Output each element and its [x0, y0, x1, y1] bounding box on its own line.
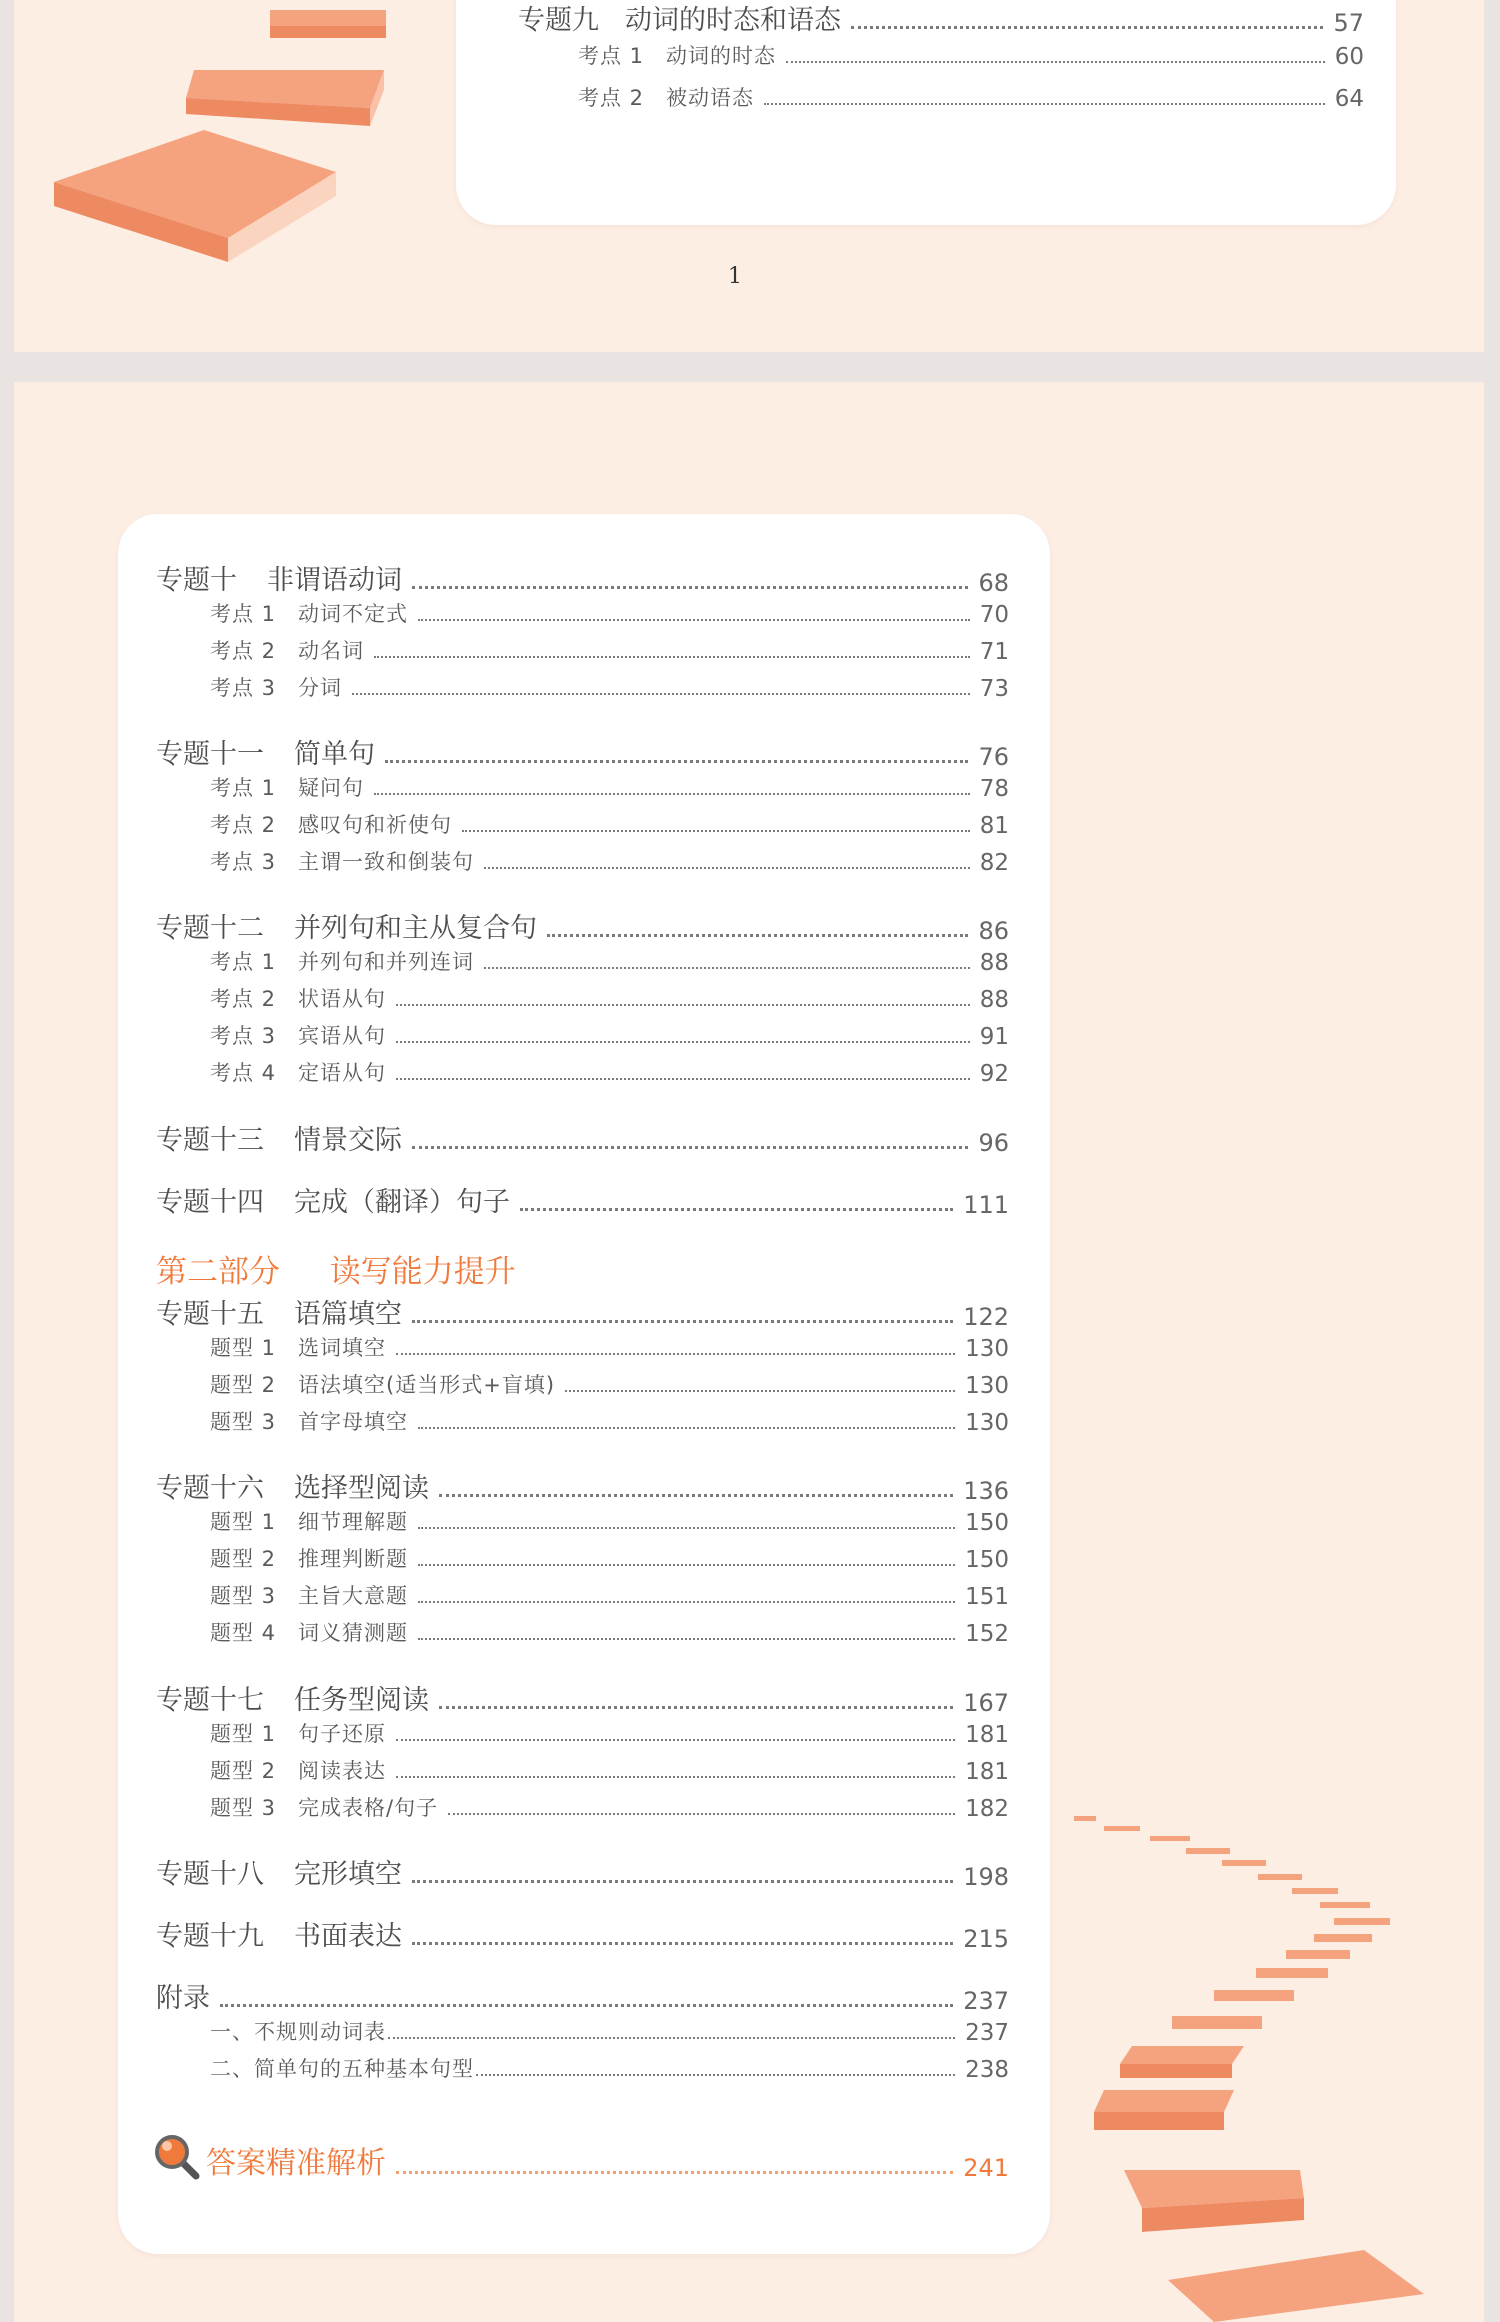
toc-item-row[interactable] — [210, 1369, 1009, 1399]
dot-leader — [396, 2171, 953, 2174]
item-title: 阅读表达 — [298, 1759, 387, 1783]
page-ref: 136 — [963, 1477, 1009, 1505]
topic-label: 专题十二 — [156, 913, 264, 944]
topic-label: 专题十一 — [156, 739, 264, 770]
item-label: 题型 3 — [210, 1796, 277, 1820]
item-label: 考点 3 — [210, 676, 277, 700]
dot-leader — [396, 1004, 970, 1006]
dot-leader — [418, 1427, 955, 1429]
page-ref: 82 — [979, 850, 1009, 876]
page-ref: 130 — [965, 1410, 1009, 1436]
page-ref: 76 — [978, 743, 1009, 771]
page-ref: 96 — [978, 1129, 1009, 1157]
dot-leader — [374, 793, 970, 795]
topic-title: 完成（翻译）句子 — [294, 1187, 510, 1218]
page-ref: 237 — [963, 1987, 1009, 2015]
item-title: 定语从句 — [298, 1061, 387, 1085]
item-title: 宾语从句 — [298, 1024, 387, 1048]
toc-item-row[interactable] — [210, 672, 1009, 702]
toc-item-row[interactable] — [210, 1755, 1009, 1785]
page-ref: 71 — [979, 639, 1009, 665]
item-label: 考点 2 — [210, 987, 277, 1011]
item-label: 题型 4 — [210, 1621, 277, 1645]
toc-item-row[interactable] — [210, 1406, 1009, 1436]
toc-topic-row[interactable] — [156, 1852, 1009, 1891]
page-ref: 88 — [979, 987, 1009, 1013]
topic-label: 专题十五 — [156, 1299, 264, 1330]
dot-leader — [396, 1776, 955, 1778]
page-ref: 151 — [965, 1584, 1009, 1610]
item-title: 并列句和并列连词 — [298, 950, 475, 974]
dot-leader — [786, 61, 1325, 63]
topic-title: 非谓语动词 — [267, 565, 402, 596]
dot-leader — [396, 1739, 955, 1741]
dot-leader — [352, 693, 970, 695]
item-title: 首字母填空 — [298, 1410, 409, 1434]
toc-card — [456, 0, 1396, 225]
dot-leader — [418, 1527, 955, 1529]
topic-title: 简单句 — [294, 739, 375, 770]
item-title: 动词不定式 — [298, 602, 409, 626]
page-ref: 68 — [978, 569, 1009, 597]
dot-leader — [484, 967, 970, 969]
answers-label: 答案精准解析 — [206, 2146, 386, 2181]
dot-leader — [476, 2074, 955, 2076]
dot-leader — [396, 1353, 955, 1355]
item-label: 考点 1 — [210, 602, 277, 626]
item-label: 题型 2 — [210, 1759, 277, 1783]
toc-topic-row[interactable] — [156, 1180, 1009, 1219]
topic-label: 专题十四 — [156, 1187, 264, 1218]
item-title: 语法填空(适当形式+盲填) — [298, 1373, 556, 1397]
item-title: 完成表格/句子 — [298, 1796, 439, 1820]
page-ref: 64 — [1334, 86, 1364, 112]
topic-title: 完形填空 — [294, 1859, 402, 1890]
toc-topic-row[interactable] — [518, 0, 1364, 37]
page-ref: 215 — [963, 1925, 1009, 1953]
item-label: 考点 3 — [210, 1024, 277, 1048]
page-ref: 241 — [963, 2154, 1009, 2182]
toc-topic-row[interactable] — [156, 558, 1009, 597]
toc-item-row[interactable] — [210, 1543, 1009, 1573]
item-title: 动名词 — [298, 639, 365, 663]
item-title: 二、简单句的五种基本句型 — [210, 2057, 474, 2081]
page-ref: 78 — [979, 776, 1009, 802]
dot-leader — [412, 1880, 953, 1883]
page-ref: 122 — [963, 1303, 1009, 1331]
item-label: 题型 1 — [210, 1722, 277, 1746]
dot-leader — [764, 103, 1325, 105]
topic-label: 专题十七 — [156, 1685, 264, 1716]
toc-item-row[interactable] — [210, 2053, 1009, 2083]
toc-page-2 — [14, 382, 1484, 2322]
page-ref: 182 — [965, 1796, 1009, 1822]
page-ref: 198 — [963, 1863, 1009, 1891]
dot-leader — [220, 2004, 953, 2007]
page-ref: 238 — [965, 2057, 1009, 2083]
item-title: 推理判断题 — [298, 1547, 409, 1571]
toc-card — [118, 514, 1050, 2254]
item-title: 词义猜测题 — [298, 1621, 409, 1645]
item-title: 被动语态 — [666, 86, 755, 110]
topic-title: 动词的时态和语态 — [625, 5, 841, 36]
topic-label: 专题十 — [156, 565, 237, 596]
toc-item-row[interactable] — [578, 40, 1364, 70]
dot-leader — [448, 1813, 955, 1815]
page-ref: 88 — [979, 950, 1009, 976]
item-label: 题型 3 — [210, 1584, 277, 1608]
toc-item-row[interactable] — [210, 1580, 1009, 1610]
dot-leader — [439, 1494, 953, 1497]
magnifier-icon — [152, 2132, 202, 2182]
dot-leader — [385, 760, 968, 763]
toc-item-row[interactable] — [210, 1506, 1009, 1536]
page-ref: 150 — [965, 1547, 1009, 1573]
toc-item-row[interactable] — [210, 1718, 1009, 1748]
toc-item-row[interactable] — [578, 82, 1364, 112]
page-ref: 70 — [979, 602, 1009, 628]
item-title: 状语从句 — [298, 987, 387, 1011]
dot-leader — [374, 656, 970, 658]
item-title: 感叹句和祈使句 — [298, 813, 453, 837]
item-label: 考点 1 — [578, 44, 645, 68]
topic-label: 专题九 — [518, 5, 599, 36]
toc-answers-row[interactable] — [152, 2132, 1009, 2182]
item-title: 疑问句 — [298, 776, 365, 800]
item-title: 动词的时态 — [666, 44, 777, 68]
page-ref: 57 — [1333, 9, 1364, 37]
item-label: 考点 2 — [210, 639, 277, 663]
toc-item-row[interactable] — [210, 1792, 1009, 1822]
toc-item-row[interactable] — [210, 1057, 1009, 1087]
toc-topic-row[interactable] — [156, 906, 1009, 945]
toc-item-row[interactable] — [210, 946, 1009, 976]
item-title: 主谓一致和倒装句 — [298, 850, 475, 874]
topic-label: 专题十八 — [156, 1859, 264, 1890]
dot-leader — [412, 1320, 953, 1323]
toc-topic-row[interactable] — [156, 1292, 1009, 1331]
dot-leader — [388, 2037, 955, 2039]
section-name: 读写能力提升 — [329, 1254, 516, 1290]
topic-label: 专题十九 — [156, 1921, 264, 1952]
item-title: 主旨大意题 — [298, 1584, 409, 1608]
toc-item-row[interactable] — [210, 1617, 1009, 1647]
dot-leader — [547, 934, 968, 937]
section-label: 第二部分 — [156, 1254, 280, 1290]
page-number: 1 — [728, 264, 742, 289]
dot-leader — [851, 26, 1323, 29]
page-ref: 181 — [965, 1722, 1009, 1748]
toc-item-row[interactable] — [210, 772, 1009, 802]
staircase-decoration — [1064, 1802, 1484, 2322]
dot-leader — [412, 1942, 953, 1945]
toc-item-row[interactable] — [210, 983, 1009, 1013]
topic-title: 选择型阅读 — [294, 1473, 429, 1504]
toc-topic-row[interactable] — [156, 1466, 1009, 1505]
dot-leader — [565, 1390, 955, 1392]
item-label: 考点 4 — [210, 1061, 277, 1085]
page-ref: 92 — [979, 1061, 1009, 1087]
toc-item-row[interactable] — [210, 846, 1009, 876]
topic-label: 专题十三 — [156, 1125, 264, 1156]
topic-title: 语篇填空 — [294, 1299, 402, 1330]
toc-topic-row[interactable] — [156, 732, 1009, 771]
dot-leader — [412, 1146, 968, 1149]
page-ref: 130 — [965, 1373, 1009, 1399]
item-title: 句子还原 — [298, 1722, 387, 1746]
toc-topic-row[interactable] — [156, 1914, 1009, 1953]
toc-item-row[interactable] — [210, 1020, 1009, 1050]
page-ref: 130 — [965, 1336, 1009, 1362]
item-label: 考点 1 — [210, 776, 277, 800]
page-ref: 73 — [979, 676, 1009, 702]
topic-title: 并列句和主从复合句 — [294, 913, 537, 944]
dot-leader — [396, 1041, 970, 1043]
item-label: 题型 2 — [210, 1373, 277, 1397]
dot-leader — [484, 867, 970, 869]
toc-item-row[interactable] — [210, 598, 1009, 628]
toc-page-1 — [14, 0, 1484, 352]
page-ref: 111 — [963, 1191, 1009, 1219]
page-ref: 152 — [965, 1621, 1009, 1647]
item-title: 一、不规则动词表 — [210, 2020, 386, 2044]
item-label: 题型 3 — [210, 1410, 277, 1434]
item-title: 选词填空 — [298, 1336, 387, 1360]
item-label: 考点 2 — [578, 86, 645, 110]
topic-label: 专题十六 — [156, 1473, 264, 1504]
page-ref: 181 — [965, 1759, 1009, 1785]
page-ref: 237 — [965, 2020, 1009, 2046]
dot-leader — [439, 1706, 953, 1709]
toc-item-row[interactable] — [210, 809, 1009, 839]
item-label: 考点 1 — [210, 950, 277, 974]
topic-title: 任务型阅读 — [294, 1685, 429, 1716]
dot-leader — [418, 1564, 955, 1566]
appendix-label: 附录 — [156, 1983, 210, 2014]
toc-item-row[interactable] — [210, 1332, 1009, 1362]
toc-item-row[interactable] — [210, 2016, 1009, 2046]
toc-topic-row[interactable] — [156, 1678, 1009, 1717]
toc-topic-row[interactable] — [156, 1118, 1009, 1157]
page-ref: 60 — [1334, 44, 1364, 70]
page-ref: 91 — [979, 1024, 1009, 1050]
topic-title: 情景交际 — [294, 1125, 402, 1156]
item-title: 细节理解题 — [298, 1510, 409, 1534]
dot-leader — [418, 1638, 955, 1640]
item-label: 考点 2 — [210, 813, 277, 837]
item-label: 考点 3 — [210, 850, 277, 874]
page-ref: 81 — [979, 813, 1009, 839]
page-ref: 150 — [965, 1510, 1009, 1536]
toc-appendix-row[interactable] — [156, 1976, 1009, 2015]
section-title — [156, 1246, 516, 1291]
staircase-decoration — [14, 0, 434, 352]
dot-leader — [418, 1601, 955, 1603]
page-ref: 167 — [963, 1689, 1009, 1717]
dot-leader — [418, 619, 970, 621]
dot-leader — [462, 830, 970, 832]
dot-leader — [412, 586, 968, 589]
topic-title: 书面表达 — [294, 1921, 402, 1952]
item-label: 题型 2 — [210, 1547, 277, 1571]
dot-leader — [396, 1078, 970, 1080]
item-label: 题型 1 — [210, 1510, 277, 1534]
item-label: 题型 1 — [210, 1336, 277, 1360]
dot-leader — [520, 1208, 953, 1211]
toc-item-row[interactable] — [210, 635, 1009, 665]
item-title: 分词 — [298, 676, 343, 700]
page-ref: 86 — [978, 917, 1009, 945]
